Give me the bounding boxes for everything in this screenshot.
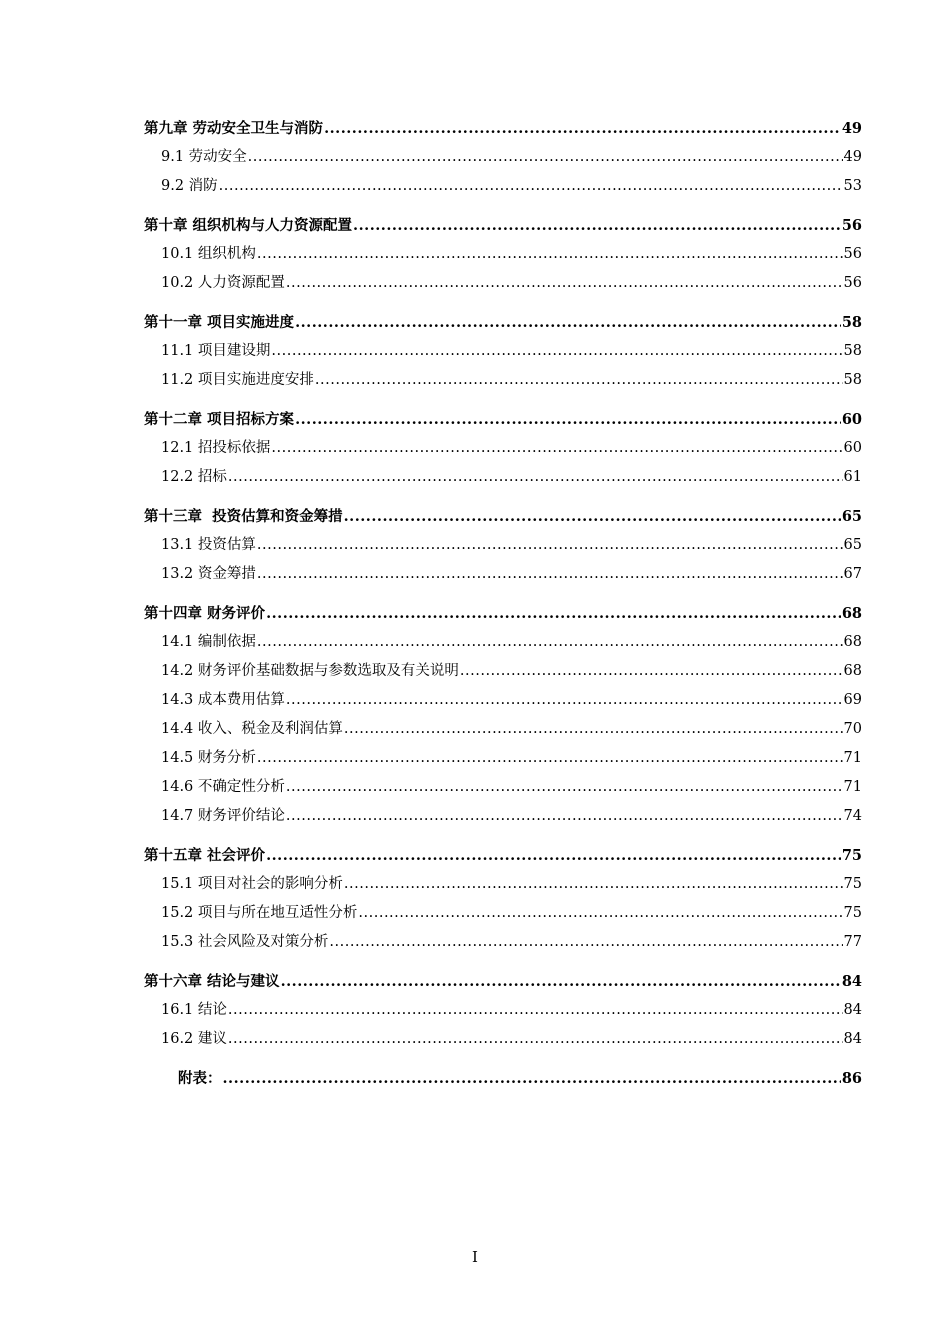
toc-entry-title: 16.2 建议: [161, 1031, 227, 1047]
toc-section-15-3[interactable]: [144, 928, 862, 957]
toc-section-16-1[interactable]: [144, 996, 862, 1025]
dot-leader: [286, 686, 843, 715]
toc-entry-title: 附表：: [178, 1070, 222, 1087]
toc-section-12-2[interactable]: [144, 463, 862, 492]
toc-entry-title: 第十五章 社会评价: [144, 847, 266, 864]
toc-section-14-3[interactable]: [144, 686, 862, 715]
toc-entry-title: 15.2 项目与所在地互适性分析: [161, 905, 358, 921]
toc-entry-page: 65: [843, 537, 862, 553]
dot-leader: [324, 114, 841, 143]
toc-entry-page: 77: [843, 934, 862, 950]
toc-entry-page: 60: [843, 440, 862, 456]
toc-section-13-1[interactable]: [144, 531, 862, 560]
toc-entry-title: 第十章 组织机构与人力资源配置: [144, 217, 353, 234]
toc-entry-page: 74: [843, 808, 862, 824]
toc-entry-page: 49: [841, 120, 862, 137]
toc-entry-page: 68: [843, 634, 862, 650]
toc-entry-title: 15.3 社会风险及对策分析: [161, 934, 329, 950]
dot-leader: [286, 773, 843, 802]
toc-entry-page: 86: [841, 1070, 862, 1087]
table-of-contents: [144, 114, 862, 1093]
toc-section-14-1[interactable]: [144, 628, 862, 657]
dot-leader: [460, 657, 843, 686]
dot-leader: [344, 870, 843, 899]
dot-leader: [257, 744, 843, 773]
toc-section-16-2[interactable]: [144, 1025, 862, 1054]
toc-entry-page: 68: [843, 663, 862, 679]
dot-leader: [286, 269, 843, 298]
dot-leader: [257, 560, 843, 589]
toc-entry-title: 14.7 财务评价结论: [161, 808, 285, 824]
dot-leader: [295, 405, 841, 434]
toc-chapter-14[interactable]: [144, 599, 862, 628]
toc-chapter-12[interactable]: [144, 405, 862, 434]
toc-section-15-1[interactable]: [144, 870, 862, 899]
toc-entry-page: 84: [841, 973, 862, 990]
dot-leader: [286, 802, 843, 831]
toc-entry-title: 14.2 财务评价基础数据与参数选取及有关说明: [161, 663, 459, 679]
toc-section-9-1[interactable]: [144, 143, 862, 172]
dot-leader: [219, 172, 843, 201]
dot-leader: [248, 143, 843, 172]
toc-chapter-13[interactable]: [144, 502, 862, 531]
toc-section-14-5[interactable]: [144, 744, 862, 773]
toc-entry-title: 14.6 不确定性分析: [161, 779, 285, 795]
dot-leader: [228, 1025, 843, 1054]
toc-entry-page: 53: [843, 178, 862, 194]
toc-entry-title: 9.1 劳动安全: [161, 149, 247, 165]
toc-entry-title: 13.2 资金筹措: [161, 566, 256, 582]
dot-leader: [271, 337, 842, 366]
dot-leader: [228, 996, 843, 1025]
toc-section-14-6[interactable]: [144, 773, 862, 802]
toc-entry-title: 14.1 编制依据: [161, 634, 256, 650]
dot-leader: [315, 366, 843, 395]
toc-entry-page: 58: [841, 314, 862, 331]
toc-entry-title: 第十四章 财务评价: [144, 605, 266, 622]
toc-entry-title: 12.2 招标: [161, 469, 227, 485]
dot-leader: [358, 899, 842, 928]
toc-entry-page: 60: [841, 411, 862, 428]
dot-leader: [271, 434, 842, 463]
dot-leader: [257, 240, 843, 269]
toc-section-11-2[interactable]: [144, 366, 862, 395]
toc-entry-page: 58: [843, 372, 862, 388]
toc-entry-title: 16.1 结论: [161, 1002, 227, 1018]
toc-entry-page: 71: [843, 779, 862, 795]
toc-section-10-2[interactable]: [144, 269, 862, 298]
dot-leader: [257, 628, 843, 657]
dot-leader: [295, 308, 841, 337]
toc-entry-page: 61: [843, 469, 862, 485]
toc-chapter-10[interactable]: [144, 211, 862, 240]
dot-leader: [223, 1064, 841, 1093]
toc-entry-page: 75: [841, 847, 862, 864]
toc-entry-page: 84: [843, 1002, 862, 1018]
dot-leader: [344, 715, 843, 744]
toc-section-13-2[interactable]: [144, 560, 862, 589]
toc-entry-title: 第十三章 投资估算和资金筹措: [144, 508, 343, 525]
dot-leader: [228, 463, 843, 492]
toc-chapter-16[interactable]: [144, 967, 862, 996]
toc-entry-title: 第九章 劳动安全卫生与消防: [144, 120, 324, 137]
toc-entry-title: 15.1 项目对社会的影响分析: [161, 876, 343, 892]
toc-entry-page: 56: [843, 246, 862, 262]
toc-section-12-1[interactable]: [144, 434, 862, 463]
toc-section-10-1[interactable]: [144, 240, 862, 269]
toc-entry-title: 11.2 项目实施进度安排: [161, 372, 314, 388]
dot-leader: [329, 928, 842, 957]
toc-entry-page: 69: [843, 692, 862, 708]
toc-entry-page: 70: [843, 721, 862, 737]
toc-entry-page: 58: [843, 343, 862, 359]
toc-entry-page: 67: [843, 566, 862, 582]
toc-entry-title: 13.1 投资估算: [161, 537, 256, 553]
dot-leader: [344, 502, 841, 531]
toc-entry-page: 71: [843, 750, 862, 766]
toc-entry-title: 第十六章 结论与建议: [144, 973, 280, 990]
toc-entry-page: 68: [841, 605, 862, 622]
toc-entry-title: 14.4 收入、税金及利润估算: [161, 721, 343, 737]
toc-chapter-15[interactable]: [144, 841, 862, 870]
toc-section-11-1[interactable]: [144, 337, 862, 366]
toc-entry-title: 10.1 组织机构: [161, 246, 256, 262]
toc-entry-page: 75: [843, 905, 862, 921]
dot-leader: [353, 211, 841, 240]
dot-leader: [257, 531, 843, 560]
toc-chapter-9[interactable]: [144, 114, 862, 143]
toc-entry-title: 第十一章 项目实施进度: [144, 314, 295, 331]
toc-chapter-11[interactable]: [144, 308, 862, 337]
toc-entry-title: 10.2 人力资源配置: [161, 275, 285, 291]
toc-section-15-2[interactable]: [144, 899, 862, 928]
toc-entry-page: 65: [841, 508, 862, 525]
toc-section-14-7[interactable]: [144, 802, 862, 831]
toc-entry-page: 49: [843, 149, 862, 165]
toc-entry-title: 12.1 招投标依据: [161, 440, 271, 456]
toc-section-14-4[interactable]: [144, 715, 862, 744]
toc-entry-page: 84: [843, 1031, 862, 1047]
dot-leader: [266, 599, 841, 628]
dot-leader: [281, 967, 841, 996]
toc-section-14-2[interactable]: [144, 657, 862, 686]
toc-entry-page: 56: [841, 217, 862, 234]
toc-appendix[interactable]: [144, 1064, 862, 1093]
page-number: I: [472, 1248, 478, 1266]
dot-leader: [266, 841, 841, 870]
toc-entry-title: 第十二章 项目招标方案: [144, 411, 295, 428]
toc-entry-page: 56: [843, 275, 862, 291]
toc-section-9-2[interactable]: [144, 172, 862, 201]
toc-entry-title: 14.3 成本费用估算: [161, 692, 285, 708]
toc-entry-title: 14.5 财务分析: [161, 750, 256, 766]
toc-entry-title: 11.1 项目建设期: [161, 343, 271, 359]
toc-entry-title: 9.2 消防: [161, 178, 218, 194]
toc-entry-page: 75: [843, 876, 862, 892]
